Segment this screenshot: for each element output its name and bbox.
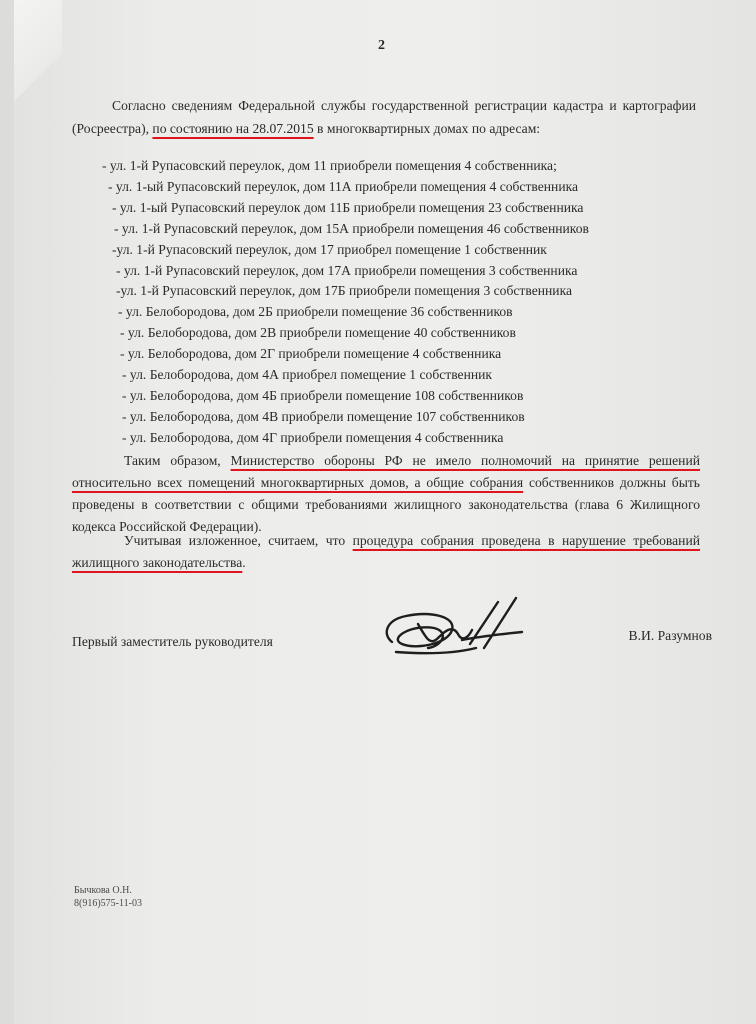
page-number: 2 bbox=[378, 38, 385, 53]
intro-text-after: в многоквартирных домах по адресам: bbox=[313, 121, 541, 136]
list-item: -ул. 1-й Рупасовский переулок, дом 17 приобрел помещение 1 собственник bbox=[112, 241, 547, 257]
folded-corner bbox=[14, 0, 62, 120]
list-item: - ул. 1-й Рупасовский переулок, дом 17А приобрели помещения 3 собственника bbox=[116, 262, 578, 278]
list-item: - ул. 1-ый Рупасовский переулок, дом 11А приобрели помещения 4 собственника bbox=[108, 178, 579, 194]
handwritten-signature bbox=[372, 594, 542, 664]
document-page bbox=[14, 0, 756, 1024]
list-item: - ул. Белобородова, дом 2В приобрели помещение 40 собственников bbox=[120, 325, 516, 341]
signatory-title: Первый заместитель руководителя bbox=[72, 634, 273, 649]
conclusion-text-before: Таким образом, bbox=[124, 453, 231, 468]
final-text-before: Учитывая изложенное, считаем, что bbox=[124, 533, 353, 548]
final-text-after: . bbox=[242, 555, 246, 570]
executor-footer bbox=[74, 884, 142, 910]
intro-highlight: по состоянию на 28.07.2015 bbox=[152, 121, 314, 136]
executor-name: Бычкова О.Н. bbox=[74, 885, 132, 896]
executor-phone: 8(916)575-11-03 bbox=[74, 898, 142, 909]
list-item: - ул. Белобородова, дом 4Г приобрели помещения 4 собственника bbox=[122, 429, 504, 445]
list-item: - ул. 1-й Рупасовский переулок, дом 15А приобрели помещения 46 собственников bbox=[114, 220, 589, 236]
conclusion-highlight: Министерство обороны РФ не имело полномочий на принятие решений относительно всех помещений многоквартирных домов, а общие собрания bbox=[72, 453, 700, 490]
intro-paragraph bbox=[72, 94, 696, 140]
list-item: - ул. Белобородова, дом 2Г приобрели помещение 4 собственника bbox=[120, 346, 502, 362]
final-highlight: процедура собрания проведена в нарушение требований жилищного законодательства bbox=[72, 533, 700, 570]
signatory-name: В.И. Разумнов bbox=[628, 628, 712, 643]
list-item: - ул. Белобородова, дом 4В приобрели помещение 107 собственников bbox=[122, 408, 525, 424]
conclusion-paragraph bbox=[72, 450, 700, 538]
conclusion-text-after: собственников должны быть проведены в соответствии с общими требованиями жилищного законодательства (глава 6 Жилищного кодекса Российской Федерации). bbox=[72, 475, 700, 534]
list-item: - ул. 1-ый Рупасовский переулок дом 11Б приобрели помещения 23 собственника bbox=[112, 199, 584, 215]
list-item: - ул. Белобородова, дом 4А приобрел помещение 1 собственник bbox=[122, 367, 493, 383]
list-item: -ул. 1-й Рупасовский переулок, дом 17Б приобрели помещения 3 собственника bbox=[116, 283, 573, 299]
list-item: - ул. 1-й Рупасовский переулок, дом 11 приобрели помещения 4 собственника; bbox=[102, 158, 557, 173]
final-paragraph bbox=[72, 530, 700, 574]
signature-block bbox=[72, 620, 712, 660]
address-list bbox=[102, 156, 702, 449]
list-item: - ул. Белобородова, дом 4Б приобрели помещение 108 собственников bbox=[122, 387, 524, 403]
list-item: - ул. Белобородова, дом 2Б приобрели помещение 36 собственников bbox=[118, 304, 513, 320]
intro-text-before: Согласно сведениям Федеральной службы государственной регистрации кадастра и картографии (Росреестра), bbox=[72, 98, 696, 136]
